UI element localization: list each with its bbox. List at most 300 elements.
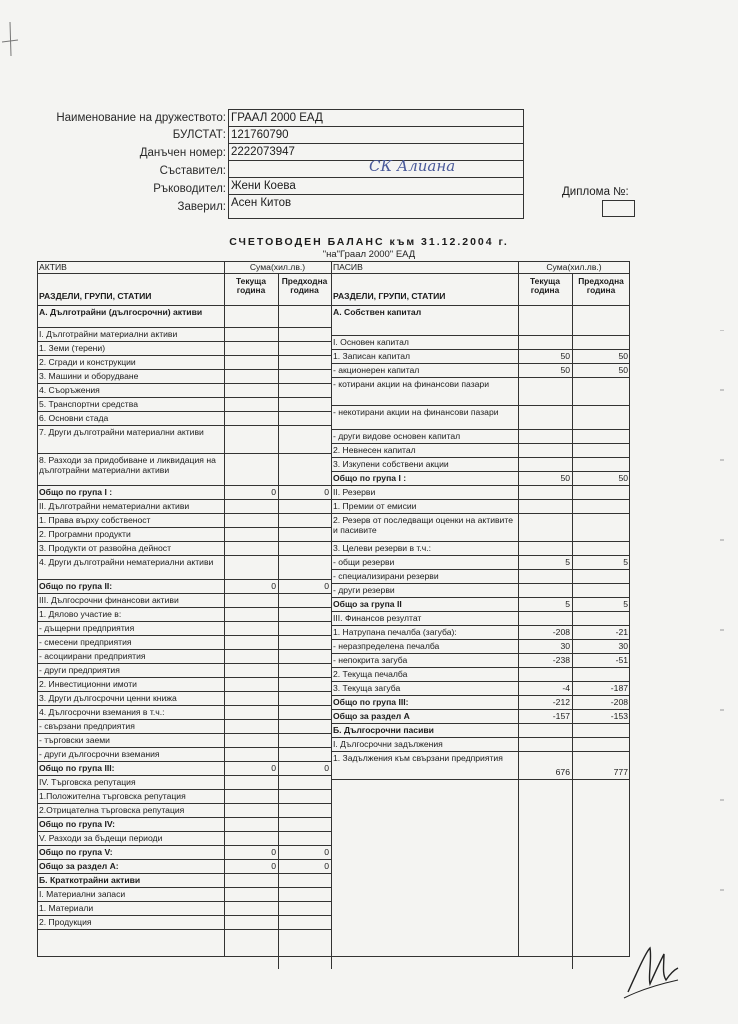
balance-sheet-table <box>37 261 630 957</box>
asset-row-label: 3. Машини и оборудване <box>39 371 139 381</box>
liability-row-current <box>520 543 570 554</box>
scan-mark <box>0 20 20 60</box>
asset-row-current <box>226 735 276 746</box>
asset-row-current: 0 <box>271 763 276 773</box>
liability-row-line <box>331 485 630 486</box>
liability-row-current: 30 <box>560 641 570 651</box>
asset-row-current <box>226 399 276 410</box>
asset-row-current <box>226 679 276 690</box>
asset-row-line <box>37 453 331 454</box>
liability-row-current: 50 <box>560 351 570 361</box>
liability-row-label: Общо за група II <box>333 599 402 609</box>
asset-row-line <box>37 887 331 888</box>
asset-row-previous: 0 <box>324 487 329 497</box>
header-line <box>37 273 630 274</box>
liability-row-label: 2. Текуща печалба <box>333 669 408 679</box>
asset-row-label: 1. Дялово участие в: <box>39 609 122 619</box>
liability-row-line <box>331 625 630 626</box>
asset-row-label: 5. Транспортни средства <box>39 399 138 409</box>
liability-row-current: -4 <box>562 683 570 693</box>
asset-row-label: 1. Земи (терени) <box>39 343 106 353</box>
liability-row-line <box>331 349 630 350</box>
liability-row-line <box>331 457 630 458</box>
asset-row-line <box>37 901 331 902</box>
asset-row-previous <box>280 609 329 620</box>
asset-row-line <box>37 929 331 930</box>
asset-row-line <box>37 733 331 734</box>
liability-row-label: 2. Резерв от последващи оценки на активите и пасивите <box>333 515 513 535</box>
asset-row-current <box>226 357 276 368</box>
asset-row-previous <box>280 501 329 512</box>
asset-row-current <box>226 413 276 424</box>
liability-row-previous: -208 <box>610 697 628 707</box>
asset-row-previous <box>280 875 329 886</box>
asset-row-line <box>37 527 331 528</box>
liability-row-line <box>331 723 630 724</box>
asset-row-line <box>37 327 331 328</box>
column-separator <box>224 261 225 957</box>
label-company-name: Наименование на дружеството: <box>56 112 226 124</box>
liability-row-current: -238 <box>552 655 570 665</box>
document-title: СЧЕТОВОДЕН БАЛАНС към 31.12.2004 г. <box>229 236 509 248</box>
asset-row-previous <box>280 777 329 788</box>
asset-row-line <box>37 485 331 486</box>
liability-row-previous <box>574 585 628 596</box>
asset-row-label: 2. Продукция <box>39 917 92 927</box>
asset-row-label: Общо по група III: <box>39 763 115 773</box>
asset-row-current: 0 <box>271 487 276 497</box>
liability-row-previous: -187 <box>610 683 628 693</box>
bulstat-value: 121760790 <box>231 129 289 141</box>
asset-row-current <box>226 543 276 554</box>
asset-row-label: Общо по група I : <box>39 487 113 497</box>
company-name-field <box>229 110 523 127</box>
asset-row-current <box>226 651 276 662</box>
asset-row-previous <box>280 441 329 452</box>
asset-row-current <box>226 637 276 648</box>
asset-row-current <box>226 693 276 704</box>
label-verified: Заверил: <box>177 201 226 213</box>
liability-row-current <box>520 725 570 736</box>
asset-row-label: III. Дългосрочни финансови активи <box>39 595 179 605</box>
liability-row-current: 676 <box>555 767 570 777</box>
asset-row-previous <box>280 623 329 634</box>
signature-mark <box>620 940 680 1000</box>
asset-row-current <box>226 819 276 830</box>
asset-row-previous: 0 <box>324 763 329 773</box>
asset-row-label: 8. Разходи за придобиване и ликвидация на дълготрайни материални активи <box>39 455 216 475</box>
liability-row-line <box>331 513 630 514</box>
liability-row-line <box>331 667 630 668</box>
asset-row-label: 2.Отрицателна търговска репутация <box>39 805 185 815</box>
asset-row-previous <box>280 567 329 578</box>
asset-row-line <box>37 691 331 692</box>
asset-row-line <box>37 383 331 384</box>
asset-row-label: 7. Други дълготрайни материални активи <box>39 427 204 437</box>
asset-row-label: - смесени предприятия <box>39 637 132 647</box>
liability-row-label: - общи резерви <box>333 557 395 567</box>
liability-row-label: - акционерен капитал <box>333 365 420 375</box>
asset-row-label: 1. Материали <box>39 903 94 913</box>
asset-row-current: 0 <box>271 861 276 871</box>
liability-row-current: -208 <box>552 627 570 637</box>
label-manager: Ръководител: <box>153 183 226 195</box>
asset-row-line <box>37 607 331 608</box>
asset-row-line <box>37 719 331 720</box>
liability-row-previous <box>574 739 628 750</box>
header-liabilities: ПАСИВ <box>333 262 363 272</box>
asset-row-label: Б. Краткотрайни активи <box>39 875 141 885</box>
liability-row-label: - неразпределена печалба <box>333 641 440 651</box>
header-line-bottom <box>37 305 630 306</box>
liability-row-line <box>331 377 630 378</box>
asset-row-label: Общо за раздел А: <box>39 861 119 871</box>
margin-marks <box>710 330 730 930</box>
liability-row-previous: 5 <box>623 599 628 609</box>
asset-row-line <box>37 555 331 556</box>
liability-row-previous <box>574 543 628 554</box>
asset-row-current <box>226 441 276 452</box>
asset-row-current <box>226 595 276 606</box>
asset-row-label: I. Материални запаси <box>39 889 126 899</box>
label-tax-number: Данъчен номер: <box>139 147 226 159</box>
liability-row-label: 1. Натрупана печалба (загуба): <box>333 627 457 637</box>
liability-row-line <box>331 695 630 696</box>
asset-row-current <box>226 917 276 928</box>
liability-row-line <box>331 405 630 406</box>
asset-row-current <box>226 749 276 760</box>
asset-row-previous <box>280 805 329 816</box>
header-liabilities-amount: Сума(хил.лв.) <box>546 262 602 272</box>
liability-row-previous <box>574 613 628 624</box>
asset-row-previous: 0 <box>324 861 329 871</box>
liability-row-label: 3. Изкупени собствени акции <box>333 459 449 469</box>
liability-row-line <box>331 429 630 430</box>
asset-row-label: Общо по група V: <box>39 847 113 857</box>
liability-row-label: Общо по група I : <box>333 473 407 483</box>
liability-row-line <box>331 443 630 444</box>
asset-row-previous <box>280 371 329 382</box>
asset-row-label: 6. Основни стада <box>39 413 109 423</box>
liability-row-line <box>331 611 630 612</box>
asset-row-label: 4. Други дълготрайни нематериални активи <box>39 557 214 567</box>
asset-row-label: 2. Програмни продукти <box>39 529 131 539</box>
liability-row-current <box>520 613 570 624</box>
liability-row-previous <box>574 431 628 442</box>
liability-row-previous <box>574 725 628 736</box>
liability-row-current: 50 <box>560 365 570 375</box>
asset-row-line <box>37 635 331 636</box>
liability-row-current <box>520 487 570 498</box>
asset-row-line <box>37 775 331 776</box>
asset-row-line <box>37 579 331 580</box>
asset-row-line <box>37 845 331 846</box>
liability-row-previous: 30 <box>618 641 628 651</box>
liability-row-previous: 50 <box>618 351 628 361</box>
manager-value: Жени Коева <box>231 180 296 192</box>
liability-row-line <box>331 541 630 542</box>
liability-row-current <box>520 337 570 348</box>
asset-row-previous <box>280 903 329 914</box>
asset-row-previous <box>280 651 329 662</box>
asset-row-line <box>37 677 331 678</box>
liability-row-label: II. Резерви <box>333 487 376 497</box>
liability-row-line <box>331 751 630 752</box>
header-assets-sections: РАЗДЕЛИ, ГРУПИ, СТАТИИ <box>39 291 152 301</box>
liability-row-line <box>331 569 630 570</box>
liability-row-label: - непокрита загуба <box>333 655 408 665</box>
liability-row-previous: 50 <box>618 365 628 375</box>
asset-row-label: - други предприятия <box>39 665 120 675</box>
liability-row-previous <box>574 445 628 456</box>
table-border-right <box>629 261 630 957</box>
table-border-left <box>37 261 38 957</box>
asset-row-previous <box>280 357 329 368</box>
asset-row-current <box>226 833 276 844</box>
liability-row-current: 5 <box>565 599 570 609</box>
asset-row-previous <box>280 385 329 396</box>
liability-row-label: - некотирани акции на финансови пазари <box>333 407 499 417</box>
asset-row-current <box>226 315 276 326</box>
asset-row-previous: 0 <box>324 847 329 857</box>
asset-row-label: - други дългосрочни вземания <box>39 749 160 759</box>
liability-row-label: 3. Текуща загуба <box>333 683 401 693</box>
liability-row-current <box>520 571 570 582</box>
liability-row-previous <box>574 337 628 348</box>
header-liabilities-previous-year: Предходна година <box>578 277 624 295</box>
tax-number-value: 2222073947 <box>231 146 295 158</box>
bulstat-field <box>229 127 523 144</box>
asset-row-line <box>37 499 331 500</box>
asset-row-line <box>37 341 331 342</box>
liability-row-current <box>520 669 570 680</box>
compiler-value: СК Алиана <box>369 157 456 175</box>
asset-row-current <box>226 889 276 900</box>
liability-row-previous: -21 <box>615 627 628 637</box>
asset-row-line <box>37 663 331 664</box>
liability-row-previous: -51 <box>615 655 628 665</box>
asset-row-label: Общо по група II: <box>39 581 113 591</box>
column-separator <box>518 261 519 957</box>
manager-field <box>229 178 523 195</box>
table-border-bottom <box>37 956 630 957</box>
document-subtitle: "на"Граал 2000" ЕАД <box>322 249 416 260</box>
asset-row-line <box>37 593 331 594</box>
asset-row-previous <box>280 515 329 526</box>
asset-row-previous <box>280 735 329 746</box>
asset-row-label: 1.Положителна търговска репутация <box>39 791 186 801</box>
asset-row-label: V. Разходи за бъдещи периоди <box>39 833 163 843</box>
asset-row-line <box>37 789 331 790</box>
header-assets-current-year: Текуща година <box>235 277 267 295</box>
liability-row-line <box>331 499 630 500</box>
asset-row-previous <box>280 679 329 690</box>
asset-row-previous <box>280 889 329 900</box>
asset-row-previous <box>280 707 329 718</box>
liability-row-current <box>520 529 570 540</box>
liability-row-line <box>331 737 630 738</box>
liability-row-current <box>520 739 570 750</box>
asset-row-line <box>37 705 331 706</box>
asset-row-previous <box>280 637 329 648</box>
asset-row-label: 3. Други дългосрочни ценни книжа <box>39 693 177 703</box>
liability-row-label: - специализирани резерви <box>333 571 439 581</box>
asset-row-current <box>226 665 276 676</box>
asset-row-previous <box>280 819 329 830</box>
asset-row-line <box>37 621 331 622</box>
asset-row-previous <box>280 529 329 540</box>
liability-row-line <box>331 779 630 780</box>
asset-row-current <box>226 329 276 340</box>
diploma-box <box>602 200 635 217</box>
asset-row-current <box>226 609 276 620</box>
asset-row-previous <box>280 595 329 606</box>
liability-row-current: -157 <box>552 711 570 721</box>
asset-row-label: - дъщерни предприятия <box>39 623 135 633</box>
asset-row-line <box>37 859 331 860</box>
header-liabilities-sections: РАЗДЕЛИ, ГРУПИ, СТАТИИ <box>333 291 446 301</box>
verified-field <box>229 195 523 213</box>
column-separator-middle <box>331 261 332 957</box>
asset-row-current <box>226 473 276 484</box>
asset-row-previous: 0 <box>324 581 329 591</box>
liability-row-previous <box>574 669 628 680</box>
asset-row-label: 3. Продукти от развойна дейност <box>39 543 172 553</box>
label-bulstat: БУЛСТАТ: <box>172 129 226 141</box>
liability-row-label: I. Основен капитал <box>333 337 409 347</box>
asset-row-current <box>226 805 276 816</box>
liability-row-line <box>331 681 630 682</box>
liability-row-line <box>331 639 630 640</box>
header-assets-amount: Сума(хил.лв.) <box>249 262 306 272</box>
asset-row-label: 4. Съоръжения <box>39 385 100 395</box>
asset-row-line <box>37 541 331 542</box>
liability-row-current: 50 <box>560 473 570 483</box>
compiler-field <box>229 157 523 178</box>
liability-row-line <box>331 335 630 336</box>
diploma-label: Диплома №: <box>562 186 629 198</box>
liability-row-label: III. Финансов резултат <box>333 613 422 623</box>
asset-row-line <box>37 803 331 804</box>
label-compiler: Съставител: <box>159 165 226 177</box>
asset-row-label: - свързани предприятия <box>39 721 135 731</box>
liability-row-current <box>520 417 570 428</box>
asset-row-current: 0 <box>271 847 276 857</box>
liability-row-current <box>520 445 570 456</box>
asset-row-current <box>226 567 276 578</box>
asset-row-label: - търговски заеми <box>39 735 110 745</box>
asset-row-current: 0 <box>271 581 276 591</box>
liability-row-line <box>331 471 630 472</box>
asset-row-current <box>226 501 276 512</box>
liability-row-label: 2. Невнесен капитал <box>333 445 416 455</box>
liability-row-previous <box>574 417 628 428</box>
liability-row-line <box>331 363 630 364</box>
liability-row-current <box>520 501 570 512</box>
liability-row-label: 3. Целеви резерви в т.ч.: <box>333 543 432 553</box>
liability-row-current <box>520 459 570 470</box>
asset-row-line <box>37 915 331 916</box>
liability-row-current: 5 <box>565 557 570 567</box>
liability-row-line <box>331 709 630 710</box>
asset-row-line <box>37 425 331 426</box>
asset-row-current <box>226 777 276 788</box>
liability-row-previous: 5 <box>623 557 628 567</box>
asset-row-line <box>37 369 331 370</box>
asset-row-label: II. Дълготрайни нематериални активи <box>39 501 190 511</box>
asset-row-current <box>226 707 276 718</box>
asset-row-label: Общо по група IV: <box>39 819 115 829</box>
asset-row-current <box>226 343 276 354</box>
header-liabilities-current-year: Текуща година <box>529 277 561 295</box>
liability-row-label: - други видове основен капитал <box>333 431 461 441</box>
liability-row-previous <box>574 529 628 540</box>
asset-row-line <box>37 747 331 748</box>
liability-row-current: -212 <box>552 697 570 707</box>
company-name-value: ГРААЛ 2000 ЕАД <box>231 112 323 124</box>
asset-row-line <box>37 761 331 762</box>
header-assets: АКТИВ <box>39 262 67 272</box>
liability-row-previous: 777 <box>613 767 628 777</box>
asset-row-line <box>37 411 331 412</box>
asset-row-line <box>37 513 331 514</box>
asset-row-previous <box>280 343 329 354</box>
header-assets-previous-year: Предходна година <box>281 277 328 295</box>
asset-row-current <box>226 721 276 732</box>
liability-row-label: 1. Премии от емисии <box>333 501 417 511</box>
liability-row-line <box>331 555 630 556</box>
asset-row-label: I. Дълготрайни материални активи <box>39 329 178 339</box>
asset-row-previous <box>280 693 329 704</box>
asset-row-line <box>37 355 331 356</box>
liability-row-current <box>520 393 570 404</box>
asset-row-label: IV. Търговска репутация <box>39 777 136 787</box>
asset-row-line <box>37 831 331 832</box>
liability-row-previous <box>574 487 628 498</box>
liability-row-line <box>331 653 630 654</box>
asset-row-current <box>226 791 276 802</box>
asset-row-previous <box>280 917 329 928</box>
asset-row-line <box>37 873 331 874</box>
liability-row-previous <box>574 571 628 582</box>
asset-row-current <box>226 371 276 382</box>
asset-row-label: А. Дълготрайни (дългосрочни) активи <box>39 307 203 317</box>
asset-row-current <box>226 385 276 396</box>
liability-row-label: 1. Задължения към свързани предприятия <box>333 753 503 763</box>
liability-row-label: I. Дългосрочни задължения <box>333 739 443 749</box>
asset-row-previous <box>280 315 329 326</box>
liability-row-current <box>520 585 570 596</box>
asset-row-previous <box>280 413 329 424</box>
liability-row-current <box>520 323 570 334</box>
liability-row-label: - други резерви <box>333 585 395 595</box>
liability-row-previous: -153 <box>610 711 628 721</box>
asset-row-current <box>226 515 276 526</box>
asset-row-current <box>226 529 276 540</box>
asset-row-current <box>226 623 276 634</box>
verified-value: Асен Китов <box>231 197 292 209</box>
liability-row-line <box>331 597 630 598</box>
liability-row-previous <box>574 393 628 404</box>
asset-row-previous <box>280 329 329 340</box>
asset-row-line <box>37 649 331 650</box>
asset-row-previous <box>280 665 329 676</box>
liability-row-label: Общо за раздел А <box>333 711 410 721</box>
asset-row-previous <box>280 833 329 844</box>
asset-row-label: 2. Сгради и конструкции <box>39 357 136 367</box>
asset-row-label: 4. Дългосрочни вземания в т.ч.: <box>39 707 165 717</box>
liability-row-line <box>331 583 630 584</box>
